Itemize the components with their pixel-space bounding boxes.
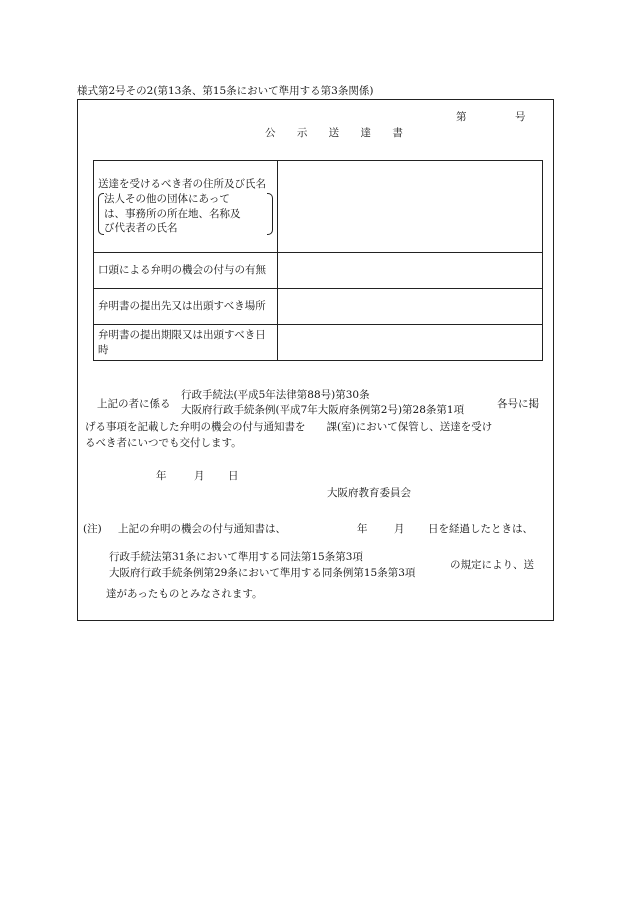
- note-text-1: 上記の弁明の機会の付与通知書は、: [118, 523, 286, 535]
- submission-place-value[interactable]: [278, 289, 543, 325]
- note-text-2: 日を経過したときは、: [428, 523, 533, 535]
- statement-line-3: るべき者にいつでも交付します。: [85, 437, 242, 449]
- deadline-value[interactable]: [278, 325, 543, 361]
- row-label: 弁明書の提出期限又は出頭すべき日時: [94, 325, 278, 361]
- row-label: [94, 161, 278, 253]
- statement-law-2: 大阪府行政手続条例(平成7年大阪府条例第2号)第28条第1項: [181, 404, 465, 416]
- form-label: 様式第2号その2(第13条、第15条において準用する第3条関係): [77, 85, 374, 97]
- parenthetical-note: [98, 192, 273, 236]
- table-row: [94, 161, 543, 253]
- note-ending: 達があったものとみなされます。: [106, 588, 263, 600]
- note-year: 年: [357, 523, 368, 535]
- statement-law-1: 行政手続法(平成5年法律第88号)第30条: [181, 389, 370, 401]
- date-month: 月: [194, 470, 205, 482]
- statement-suffix: 各号に掲: [497, 398, 539, 410]
- note-law-1: 行政手続法第31条において準用する同法第15条第3項: [109, 551, 363, 563]
- oral-hearing-value[interactable]: [278, 253, 543, 289]
- number-suffix: 号: [515, 111, 526, 123]
- address-name-value[interactable]: [278, 161, 543, 253]
- date-year: 年: [156, 470, 167, 482]
- document-title: 公 示 送 達 書: [265, 127, 412, 139]
- table-row: [94, 253, 543, 289]
- issuer-name: 大阪府教育委員会: [327, 487, 411, 499]
- note-law-2: 大阪府行政手続条例第29条において準用する同条例第15条第3項: [109, 567, 416, 579]
- table-row: [94, 325, 543, 361]
- row-label: 口頭による弁明の機会の付与の有無: [94, 253, 278, 289]
- note-month: 月: [394, 523, 405, 535]
- info-table: [93, 160, 543, 361]
- note-line: は、事務所の所在地、名称及: [104, 207, 241, 220]
- note-suffix: の規定により、送: [450, 559, 534, 571]
- table-row: [94, 289, 543, 325]
- note-line: 法人その他の団体にあって: [104, 192, 230, 205]
- date-day: 日: [228, 470, 239, 482]
- note-line: び代表者の氏名: [104, 222, 178, 235]
- number-prefix: 第: [456, 111, 467, 123]
- note-mark: (注): [83, 523, 102, 535]
- statement-line-2: げる事項を記載した弁明の機会の付与通知書を 課(室)において保管し、送達を受け: [85, 421, 493, 433]
- statement-prefix: 上記の者に係る: [97, 398, 171, 410]
- row-label: 弁明書の提出先又は出頭すべき場所: [94, 289, 278, 325]
- row-label-text: 送達を受けるべき者の住所及び氏名: [98, 178, 266, 191]
